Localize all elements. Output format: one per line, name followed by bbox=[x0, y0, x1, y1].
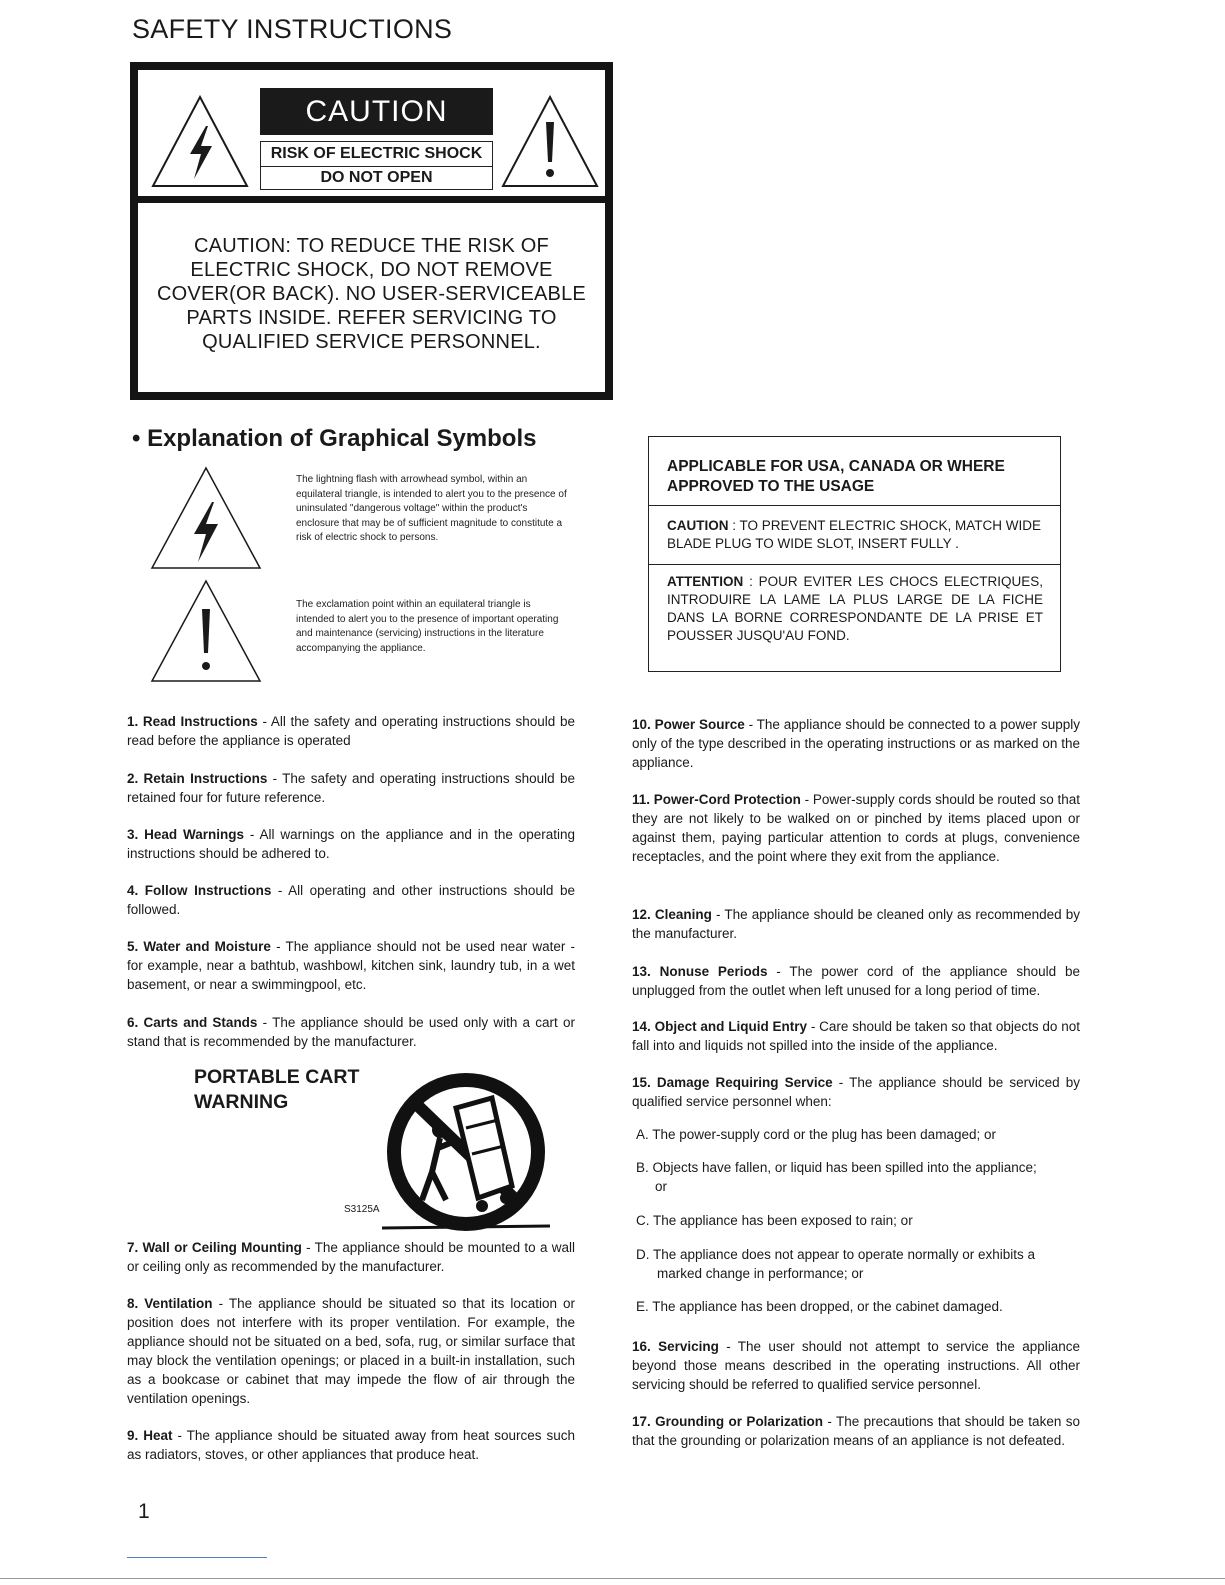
bottom-rule bbox=[0, 1578, 1225, 1579]
cart-title-line: PORTABLE CART bbox=[194, 1066, 360, 1088]
page-title: SAFETY INSTRUCTIONS bbox=[132, 14, 453, 44]
caution-line: PARTS INSIDE. REFER SERVICING TO bbox=[186, 307, 557, 329]
damage-list-item: B. Objects have fallen, or liquid has been spilled into the appliance; bbox=[636, 1160, 1037, 1175]
caution-header bbox=[138, 70, 605, 203]
instruction-item: 4. Follow Instructions - All operating and other instructions should be followed. bbox=[127, 883, 575, 917]
lightning-warning-icon bbox=[150, 94, 250, 189]
damage-list-item-cont: marked change in performance; or bbox=[657, 1266, 864, 1281]
cart-title-line: WARNING bbox=[194, 1091, 289, 1113]
caution-label: CAUTION bbox=[260, 88, 493, 135]
instruction-item: 3. Head Warnings - All warnings on the appliance and in the operating instructions should be adhered to. bbox=[127, 827, 575, 861]
applicable-box bbox=[648, 436, 1061, 672]
caution-line: CAUTION: TO REDUCE THE RISK OF bbox=[194, 235, 549, 257]
instruction-item: 1. Read Instructions - All the safety and operating instructions should be read before the appliance is operated bbox=[127, 714, 575, 748]
damage-list-item: C. The appliance has been exposed to rain; or bbox=[636, 1213, 913, 1228]
cart-warning-title bbox=[194, 1065, 359, 1115]
divider bbox=[649, 505, 1060, 506]
plug-attention bbox=[667, 573, 1043, 645]
attention-text: : POUR EVITER LES CHOCS ELECTRIQUES, INTRODUIRE LA LAME LA PLUS LARGE DE LA FICHE DANS LA BORNE CORRESPONDANTE DE LA PRISE ET POUSSER JUSQU'AU FOND. bbox=[667, 574, 1043, 643]
exclamation-symbol-description: The exclamation point within an equilateral triangle is intended to alert you to the presence of important operating and maintenance (servicing) instructions in the literature accompanying the appliance. bbox=[296, 599, 559, 654]
caution-box bbox=[130, 62, 613, 400]
instruction-item: 14. Object and Liquid Entry - Care should be taken so that objects do not fall into and liquids not spilled into the inside of the appliance. bbox=[632, 1019, 1080, 1053]
instruction-item: 17. Grounding or Polarization - The precautions that should be taken so that the grounding or polarization means of an appliance is not defeated. bbox=[632, 1414, 1080, 1448]
instruction-item: 13. Nonuse Periods - The power cord of the appliance should be unplugged from the outlet when left unused for a long period of time. bbox=[632, 964, 1080, 998]
caution-line: COVER(OR BACK). NO USER-SERVICEABLE bbox=[157, 283, 586, 305]
plug-caution bbox=[667, 517, 1047, 553]
instruction-item: 6. Carts and Stands - The appliance should be used only with a cart or stand that is recommended by the manufacturer. bbox=[127, 1015, 575, 1049]
do-not-open-label: DO NOT OPEN bbox=[260, 166, 493, 190]
caution-line: ELECTRIC SHOCK, DO NOT REMOVE bbox=[190, 259, 553, 281]
exclamation-warning-icon bbox=[500, 94, 600, 189]
instruction-item: 7. Wall or Ceiling Mounting - The appliance should be mounted to a wall or ceiling only as recommended by the manufacturer. bbox=[127, 1240, 575, 1274]
instruction-item: 11. Power-Cord Protection - Power-supply cords should be routed so that they are not likely to be walked on or pinched by items placed upon or against them, paying particular attention to cords at plugs, convenience receptacles, and the point where they exit from the appliance. bbox=[632, 792, 1080, 864]
instruction-item: 9. Heat - The appliance should be situated away from heat sources such as radiators, stoves, or other appliances that produce heat. bbox=[127, 1428, 575, 1462]
instruction-item: 12. Cleaning - The appliance should be cleaned only as recommended by the manufacturer. bbox=[632, 907, 1080, 941]
instruction-item: 15. Damage Requiring Service - The appliance should be serviced by qualified service personnel when: bbox=[632, 1075, 1080, 1109]
caution-text: : TO PREVENT ELECTRIC SHOCK, MATCH WIDE BLADE PLUG TO WIDE SLOT, INSERT FULLY . bbox=[667, 518, 1042, 551]
page-number: 1 bbox=[138, 1500, 150, 1523]
divider bbox=[649, 564, 1060, 565]
instruction-item: 8. Ventilation - The appliance should be situated so that its location or position does not interfere with its proper ventilation. For example, the appliance should not be situated on a bed, sofa, rug, or similar surface that may block the ventilation openings; or placed in a built-in installation, such as a bookcase or cabinet that may impede the flow of air through the ventilation openings. bbox=[127, 1296, 575, 1406]
applicable-heading: APPLICABLE FOR USA, CANADA OR WHERE APPROVED TO THE USAGE bbox=[667, 458, 1005, 495]
footer-line bbox=[127, 1557, 267, 1558]
cart-warning-icon bbox=[382, 1068, 550, 1238]
cart-code: S3125A bbox=[344, 1204, 380, 1215]
lightning-symbol-description: The lightning flash with arrowhead symbol, within an equilateral triangle, is intended to alert you to the presence of uninsulated "dangerous voltage" within the product's enclosure that may be of sufficient magnitude to constitute a risk of electric shock to persons. bbox=[296, 474, 567, 543]
lightning-symbol-icon bbox=[150, 466, 262, 570]
caution-label: CAUTION bbox=[667, 518, 729, 533]
attention-label: ATTENTION bbox=[667, 574, 744, 589]
caution-line: QUALIFIED SERVICE PERSONNEL. bbox=[202, 331, 541, 353]
damage-list-item: D. The appliance does not appear to operate normally or exhibits a bbox=[636, 1247, 1035, 1262]
exclamation-symbol-icon bbox=[150, 579, 262, 683]
caution-warning-text bbox=[138, 234, 605, 354]
damage-list-item-cont: or bbox=[655, 1179, 668, 1194]
instruction-item: 10. Power Source - The appliance should be connected to a power supply only of the type described in the operating instructions or as marked on the appliance. bbox=[632, 717, 1080, 770]
instruction-item: 5. Water and Moisture - The appliance should not be used near water - for example, near a bathtub, washbowl, kitchen sink, laundry tub, in a wet basement, or near a swimmingpool, etc. bbox=[127, 939, 575, 992]
instruction-item: 2. Retain Instructions - The safety and operating instructions should be retained four for future reference. bbox=[127, 771, 575, 805]
symbols-heading: • Explanation of Graphical Symbols bbox=[132, 425, 537, 452]
risk-label: RISK OF ELECTRIC SHOCK bbox=[260, 141, 493, 166]
damage-list-item: A. The power-supply cord or the plug has been damaged; or bbox=[636, 1127, 996, 1142]
damage-list-item: E. The appliance has been dropped, or the cabinet damaged. bbox=[636, 1299, 1003, 1314]
instruction-item: 16. Servicing - The user should not attempt to service the appliance beyond those means described in the operating instructions. All other servicing should be referred to qualified service personnel. bbox=[632, 1339, 1080, 1392]
